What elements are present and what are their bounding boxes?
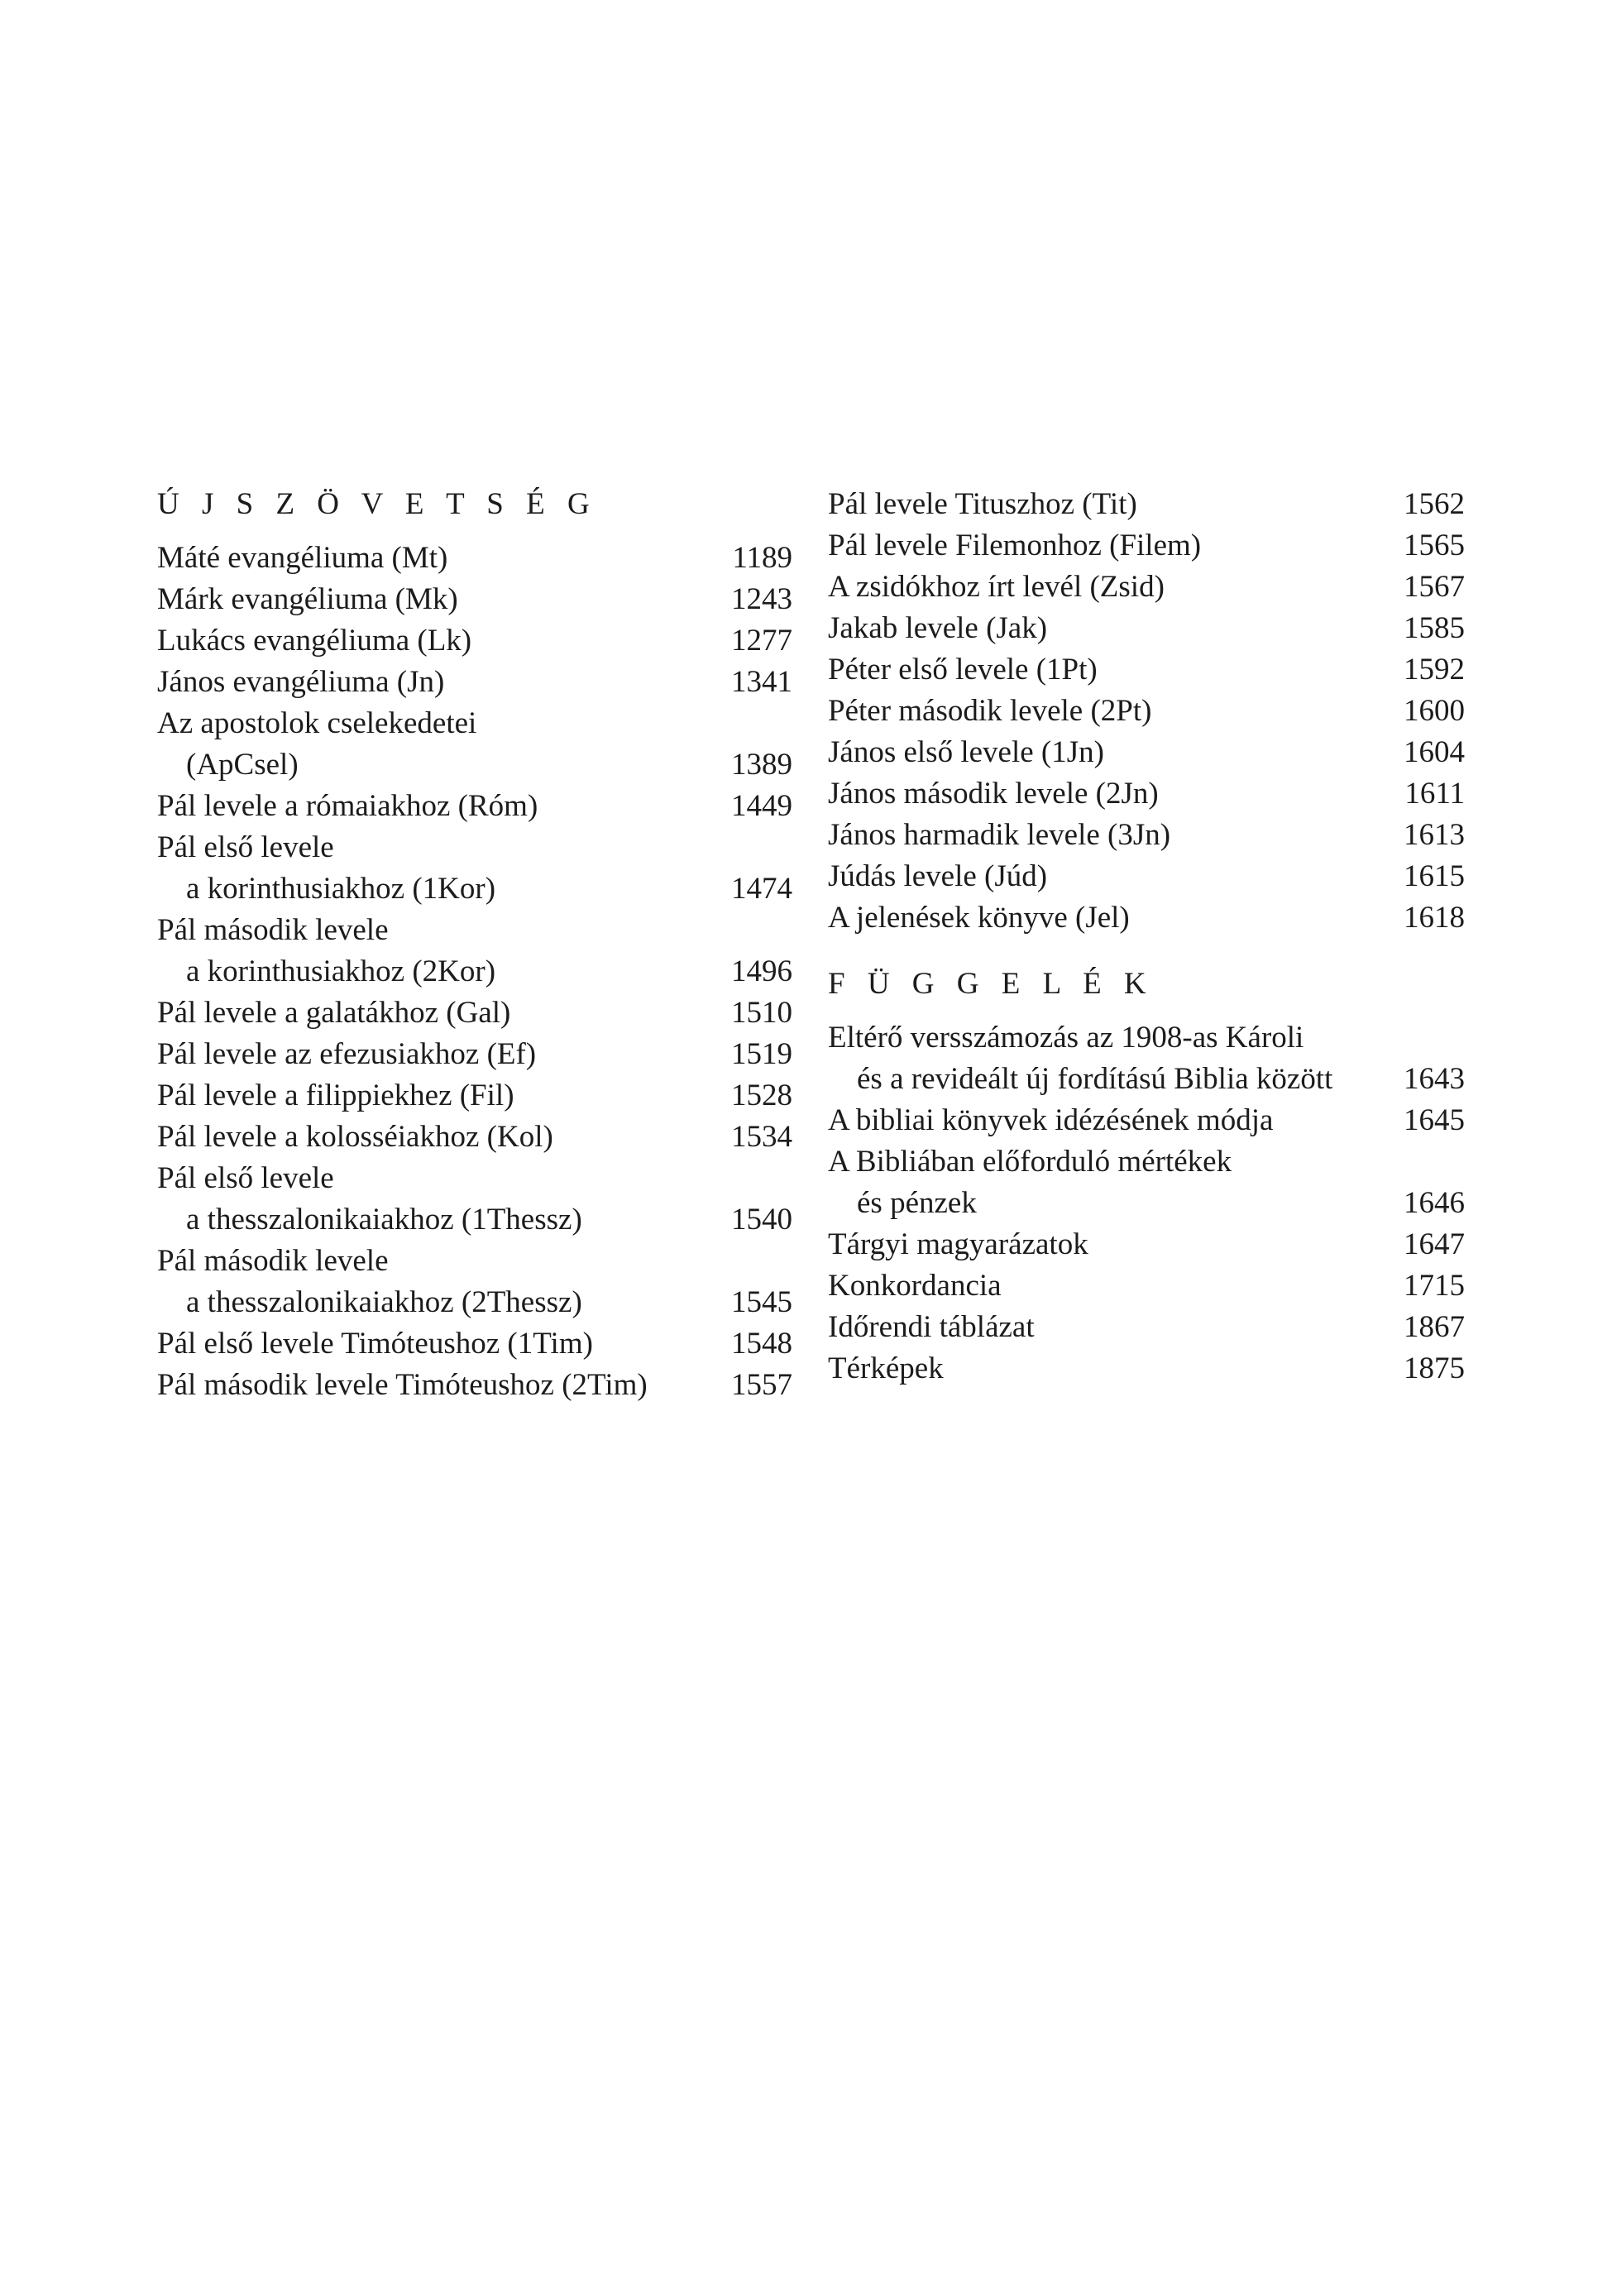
- toc-entry-title-line: Pál levele a kolosséiakhoz (Kol): [157, 1120, 553, 1154]
- toc-entry: [828, 732, 1465, 773]
- toc-entry-page-number: 1528: [731, 1079, 792, 1112]
- toc-entry-title-line: Jakab levele (Jak): [828, 611, 1048, 645]
- toc-entry: [157, 1323, 792, 1365]
- toc-entry-title-line: Péter első levele (1Pt): [828, 653, 1098, 686]
- toc-entry: [828, 567, 1465, 608]
- toc-entry: [157, 1117, 792, 1158]
- toc-entry: [828, 1307, 1465, 1348]
- toc-entry-title-line: és a revideált új fordítású Biblia között: [857, 1062, 1333, 1096]
- toc-entry-title-line: János evangéliuma (Jn): [157, 665, 445, 699]
- toc-entry: [157, 786, 792, 827]
- toc-entry-title-line: Máté evangéliuma (Mt): [157, 541, 448, 575]
- toc-entry-title-line: Pál első levele: [157, 1161, 334, 1195]
- toc-entry-title-line: A Bibliában előforduló mértékek: [828, 1145, 1232, 1179]
- toc-right-column: [828, 484, 1465, 1390]
- toc-entry: [157, 538, 792, 579]
- toc-entry-title-line: A jelenések könyve (Jel): [828, 901, 1130, 935]
- toc-entry: [828, 1100, 1465, 1141]
- toc-entry-page-number: 1618: [1404, 901, 1465, 935]
- toc-entry-page-number: 1510: [731, 996, 792, 1030]
- toc-entry-title-line: Pál levele Filemonhoz (Filem): [828, 529, 1202, 562]
- toc-entry-title-line: Lukács evangéliuma (Lk): [157, 624, 472, 658]
- toc-entry-title-line: Júdás levele (Júd): [828, 859, 1048, 893]
- toc-entry-title-line: János harmadik levele (3Jn): [828, 818, 1171, 852]
- toc-entry: [157, 1075, 792, 1117]
- toc-entry: [157, 1034, 792, 1075]
- toc-entry: [828, 897, 1465, 939]
- toc-entry-page-number: 1189: [732, 541, 792, 575]
- toc-entry: [157, 1365, 792, 1406]
- toc-entry-page-number: 1646: [1404, 1186, 1465, 1220]
- toc-entry-title-line: Pál levele az efezusiakhoz (Ef): [157, 1037, 537, 1071]
- toc-entry: [828, 1348, 1465, 1390]
- toc-entry-page-number: 1496: [731, 954, 792, 988]
- toc-entry: [828, 1017, 1465, 1100]
- toc-entry-page-number: 1585: [1404, 611, 1465, 645]
- toc-entry-title-line: Pál levele a galatákhoz (Gal): [157, 996, 511, 1030]
- toc-entry: [157, 993, 792, 1034]
- toc-entry-title-line: Pál első levele Timóteushoz (1Tim): [157, 1327, 593, 1361]
- toc-entry-page-number: 1867: [1404, 1310, 1465, 1344]
- toc-entry: [157, 620, 792, 662]
- toc-entry: [828, 1224, 1465, 1265]
- toc-entry-title-line: Márk evangéliuma (Mk): [157, 582, 458, 616]
- toc-entry-title-line: Pál második levele: [157, 913, 389, 947]
- toc-entry-page-number: 1567: [1404, 570, 1465, 604]
- toc-entry-title-line: János második levele (2Jn): [828, 777, 1159, 811]
- toc-entry-page-number: 1613: [1404, 818, 1465, 852]
- toc-entry-page-number: 1277: [731, 624, 792, 658]
- toc-entry-page-number: 1389: [731, 748, 792, 782]
- toc-entry-title-line: a korinthusiakhoz (2Kor): [186, 954, 496, 988]
- section-heading-ujszovetseg: Ú J S Z Ö V E T S É G: [157, 487, 597, 521]
- toc-entry-title-line: Pál levele a rómaiakhoz (Róm): [157, 789, 538, 823]
- toc-entry: [828, 1265, 1465, 1307]
- toc-entry-page-number: 1643: [1404, 1062, 1465, 1096]
- toc-entry-title-line: Térképek: [828, 1351, 944, 1385]
- toc-left-column: [157, 484, 792, 1406]
- toc-entry-title-line: Pál levele a filippiekhez (Fil): [157, 1079, 514, 1112]
- toc-entry-title-line: Tárgyi magyarázatok: [828, 1227, 1088, 1261]
- toc-entry: [828, 691, 1465, 732]
- toc-entry-page-number: 1875: [1404, 1351, 1465, 1385]
- toc-entry-page-number: 1341: [731, 665, 792, 699]
- toc-list-appendix: [828, 1017, 1465, 1390]
- toc-entry-page-number: 1449: [731, 789, 792, 823]
- toc-entry-page-number: 1645: [1404, 1103, 1465, 1137]
- toc-entry-page-number: 1615: [1404, 859, 1465, 893]
- toc-entry-title-line: a thesszalonikaiakhoz (2Thessz): [186, 1285, 582, 1319]
- toc-entry-page-number: 1474: [731, 872, 792, 906]
- toc-entry-page-number: 1600: [1404, 694, 1465, 728]
- toc-entry: [157, 1241, 792, 1323]
- toc-entry-page-number: 1562: [1404, 487, 1465, 521]
- toc-entry-title-line: Pál második levele Timóteushoz (2Tim): [157, 1368, 648, 1402]
- toc-entry: [157, 827, 792, 910]
- toc-entry: [157, 579, 792, 620]
- toc-entry-page-number: 1715: [1404, 1269, 1465, 1303]
- toc-entry-page-number: 1611: [1404, 777, 1465, 811]
- toc-entry: [157, 662, 792, 703]
- toc-entry: [828, 856, 1465, 897]
- toc-entry-title-line: a korinthusiakhoz (1Kor): [186, 872, 496, 906]
- toc-entry-page-number: 1592: [1404, 653, 1465, 686]
- toc-entry-title-line: A zsidókhoz írt levél (Zsid): [828, 570, 1165, 604]
- toc-entry-title-line: Pál második levele: [157, 1244, 389, 1278]
- toc-entry-title-line: Konkordancia: [828, 1269, 1002, 1303]
- toc-entry: [157, 1158, 792, 1241]
- toc-entry-title-line: Eltérő versszámozás az 1908-as Károli: [828, 1021, 1304, 1055]
- section-heading-fuggelek: F Ü G G E L É K: [828, 967, 1154, 1001]
- toc-entry-page-number: 1540: [731, 1203, 792, 1236]
- toc-entry-title-line: A bibliai könyvek idézésének módja: [828, 1103, 1274, 1137]
- toc-entry-title-line: Időrendi táblázat: [828, 1310, 1035, 1344]
- toc-entry: [828, 1141, 1465, 1224]
- toc-entry-title-line: Az apostolok cselekedetei: [157, 706, 477, 740]
- toc-entry-page-number: 1548: [731, 1327, 792, 1361]
- toc-entry-page-number: 1604: [1404, 735, 1465, 769]
- toc-entry-title-line: a thesszalonikaiakhoz (1Thessz): [186, 1203, 582, 1236]
- toc-entry-title-line: és pénzek: [857, 1186, 977, 1220]
- toc-entry: [828, 649, 1465, 691]
- toc-entry-page-number: 1647: [1404, 1227, 1465, 1261]
- toc-entry-page-number: 1557: [731, 1368, 792, 1402]
- toc-entry: [157, 703, 792, 786]
- toc-entry: [828, 525, 1465, 567]
- toc-entry-page-number: 1545: [731, 1285, 792, 1319]
- toc-list-new-testament-continued: [828, 484, 1465, 939]
- toc-entry-title-line: János első levele (1Jn): [828, 735, 1104, 769]
- toc-entry: [828, 484, 1465, 525]
- toc-list-new-testament: [157, 538, 792, 1406]
- toc-entry-title-line: Péter második levele (2Pt): [828, 694, 1152, 728]
- toc-entry-title-line: Pál levele Tituszhoz (Tit): [828, 487, 1137, 521]
- toc-entry-page-number: 1519: [731, 1037, 792, 1071]
- toc-entry-title-line: (ApCsel): [186, 748, 299, 782]
- toc-entry-page-number: 1243: [731, 582, 792, 616]
- toc-entry: [828, 815, 1465, 856]
- toc-entry-page-number: 1565: [1404, 529, 1465, 562]
- toc-entry: [157, 910, 792, 993]
- toc-entry: [828, 608, 1465, 649]
- toc-entry-page-number: 1534: [731, 1120, 792, 1154]
- toc-entry-title-line: Pál első levele: [157, 830, 334, 864]
- toc-entry: [828, 773, 1465, 815]
